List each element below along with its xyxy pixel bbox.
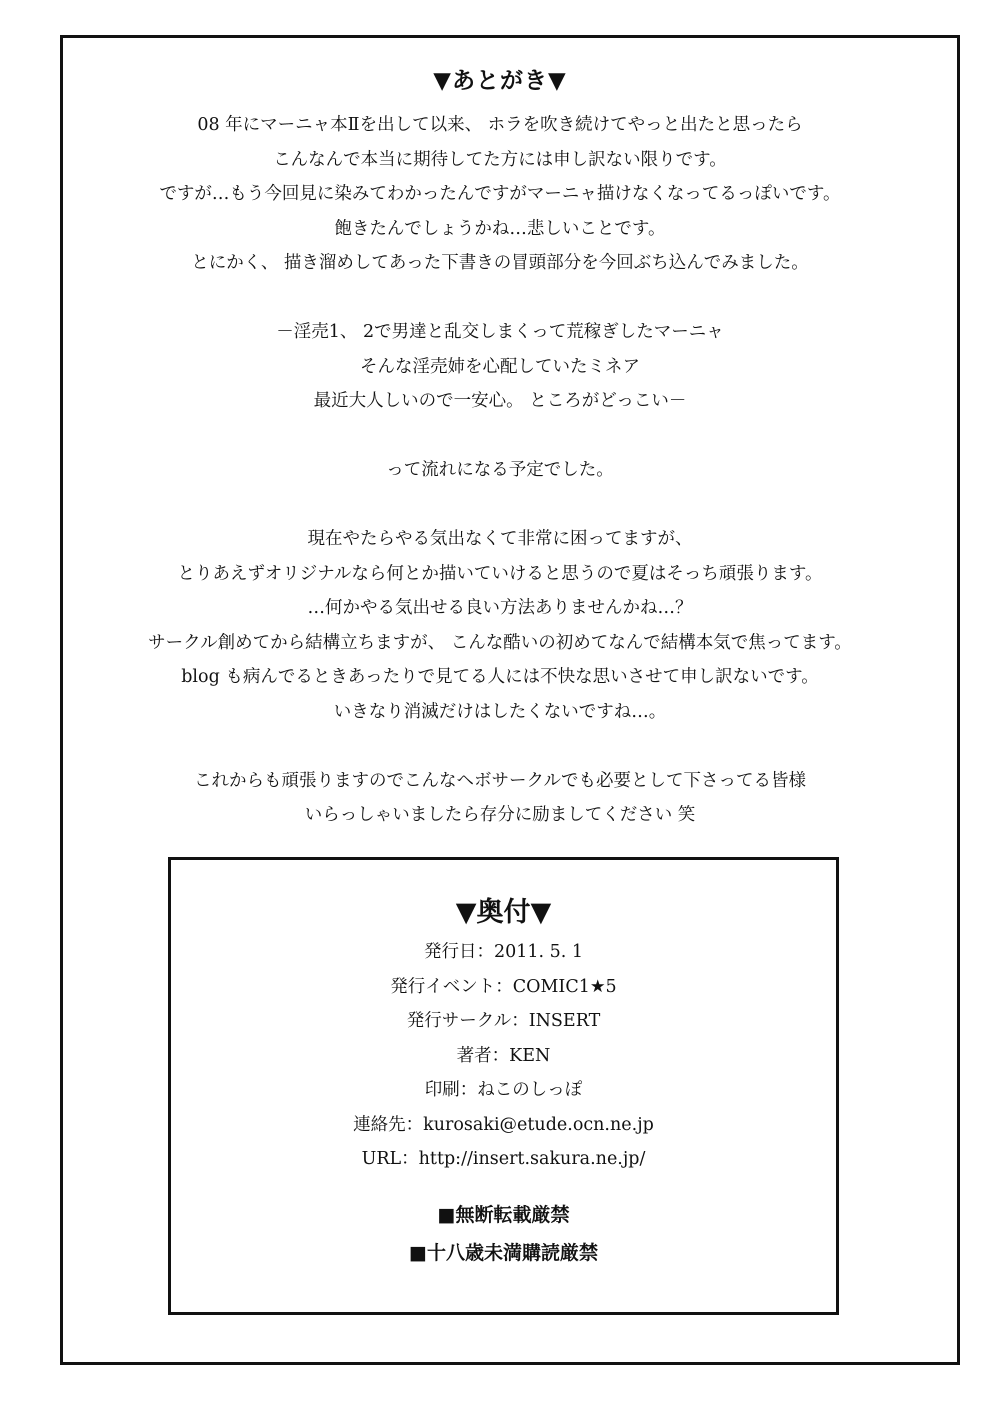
paragraph-gap	[70, 488, 930, 523]
afterword-line: とにかく、 描き溜めしてあった下書きの冒頭部分を今回ぶち込んでみました。	[191, 253, 809, 273]
afterword-line: いきなり消滅だけはしたくないですね…。	[333, 701, 667, 722]
afterword-line: サークル創めてから結構立ちますが、 こんな酷いの初めてなんで結構本気で焦ってます。	[148, 632, 852, 653]
afterword-line: とりあえずオリジナルなら何とか描いていけると思うので夏はそっち頑張ります。	[177, 563, 823, 584]
afterword-line: 08 年にマーニャ本Ⅱを出して以来、 ホラを吹き続けてやっと出たと思ったら	[197, 115, 803, 135]
afterword-line: って流れになる予定でした。	[386, 460, 614, 480]
afterword-title: ▼あとがき▼	[433, 67, 567, 94]
paragraph-gap	[70, 729, 930, 764]
notice-age-restriction: ■十八歳未満購読厳禁	[409, 1242, 598, 1264]
afterword-line: －淫売1、 2で男達と乱交しまくって荒稼ぎしたマーニャ	[276, 322, 724, 342]
notices	[171, 1196, 836, 1272]
issue-date: 発行日：2011. 5. 1	[423, 942, 584, 962]
colophon-title: ▼奥付▼	[455, 897, 552, 928]
afterword-line: ですが…もう今回見に染みてわかったんですがマーニャ描けなくなってるっぽいです。	[159, 184, 841, 204]
afterword-line: 飽きたんでしょうかね…悲しいことです。	[334, 218, 666, 239]
printer: 印刷：ねこのしっぽ	[424, 1080, 583, 1100]
website-url: URL：http://insert.sakura.ne.jp/	[361, 1149, 646, 1169]
paragraph-gap	[70, 419, 930, 454]
author: 著者：KEN	[456, 1045, 551, 1066]
colophon-list	[171, 935, 836, 1177]
afterword-line: そんな淫売姉を心配していたミネア	[360, 356, 640, 377]
afterword-body	[70, 108, 930, 833]
colophon-box	[168, 857, 839, 1315]
afterword-line: 最近大人しいので一安心。 ところがどっこい－	[313, 391, 687, 411]
paragraph-gap	[70, 281, 930, 316]
contact-email: 連絡先：kurosaki@etude.ocn.ne.jp	[353, 1114, 654, 1135]
afterword-line: いらっしゃいましたら存分に励ましてください 笑	[304, 805, 696, 825]
notice-no-reprint: ■無断転載厳禁	[437, 1204, 570, 1226]
afterword-line: これからも頑張りますのでこんなヘボサークルでも必要として下さってる皆様	[194, 770, 806, 791]
afterword-line: blog も病んでるときあったりで見てる人には不快な思いさせて申し訳ないです。	[181, 667, 819, 687]
afterword-line: こんなんで本当に期待してた方には申し訳ない限りです。	[273, 149, 727, 170]
circle: 発行サークル：INSERT	[406, 1011, 601, 1031]
afterword-line: …何かやる気出せる良い方法ありませんかね…？	[307, 598, 693, 618]
event: 発行イベント：COMIC1★5	[390, 976, 617, 997]
afterword-line: 現在やたらやる気出なくて非常に困ってますが、	[307, 529, 693, 549]
